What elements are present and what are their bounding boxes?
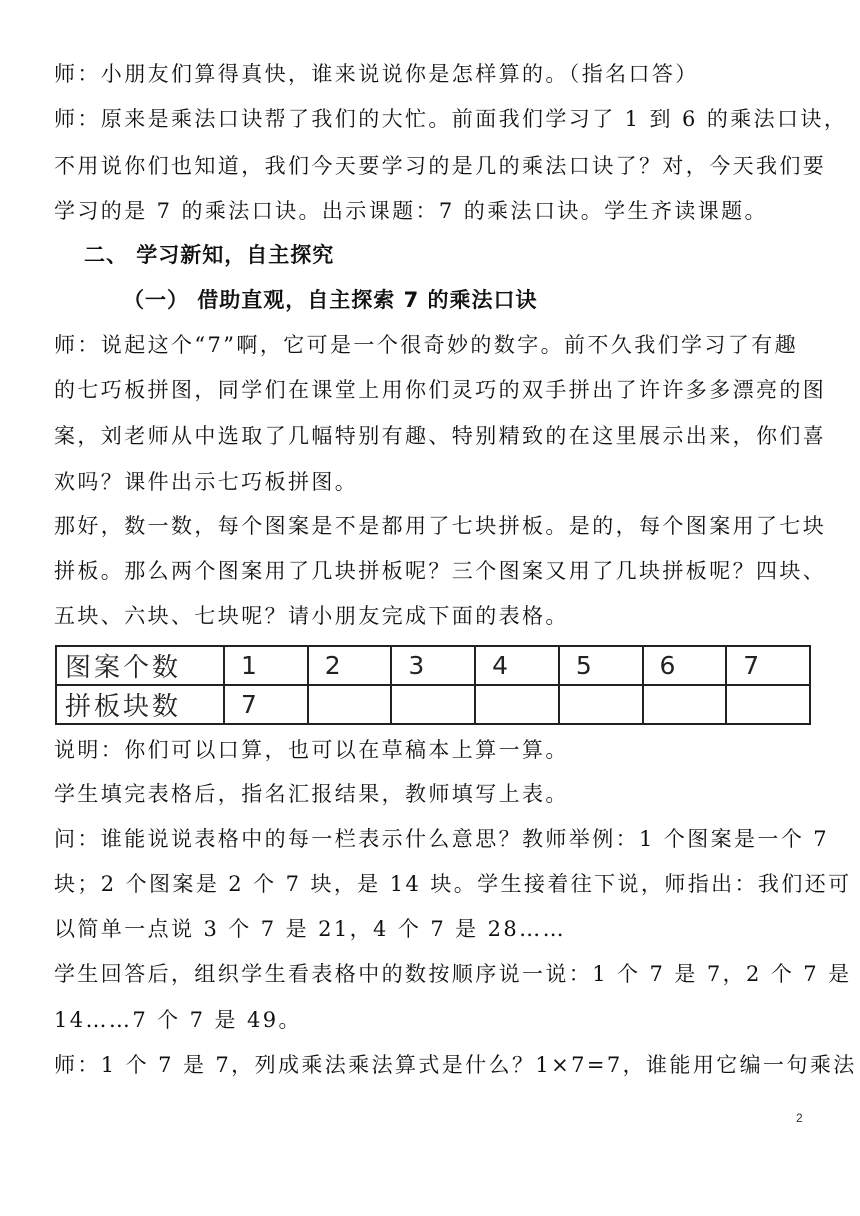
paragraph-line: 五块、六块、七块呢？请小朋友完成下面的表格。 xyxy=(54,604,569,628)
paragraph-line: 师：小朋友们算得真快，谁来说说你是怎样算的。（指名口答） xyxy=(54,62,699,86)
table-cell: 4 xyxy=(475,646,559,685)
paragraph-line: 学习的是 7 的乘法口诀。出示课题：7 的乘法口诀。学生齐读课题。 xyxy=(54,199,768,223)
table-cell xyxy=(475,685,559,724)
paragraph-line: 欢吗？课件出示七巧板拼图。 xyxy=(54,470,359,494)
paragraph-line: 以简单一点说 3 个 7 是 21，4 个 7 是 28…… xyxy=(54,917,566,941)
subsection-heading: （一） 借助直观，自主探索 7 的乘法口诀 xyxy=(123,288,538,312)
table-cell xyxy=(391,685,475,724)
paragraph-line: 学生填完表格后，指名汇报结果，教师填写上表。 xyxy=(54,782,569,806)
table-cell xyxy=(643,685,727,724)
paragraph-line: 说明：你们可以口算，也可以在草稿本上算一算。 xyxy=(54,738,569,762)
table-header-cell: 拼板块数 xyxy=(56,685,224,724)
paragraph-line: 师：1 个 7 是 7，列成乘法乘法算式是什么？1×7=7，谁能用它编一句乘法 xyxy=(54,1053,857,1077)
table-cell: 7 xyxy=(726,646,810,685)
table-cell: 6 xyxy=(643,646,727,685)
paragraph-line: 案，刘老师从中选取了几幅特别有趣、特别精致的在这里展示出来，你们喜 xyxy=(54,424,827,448)
paragraph-line: 不用说你们也知道，我们今天要学习的是几的乘法口诀了？对，今天我们要 xyxy=(54,154,827,178)
paragraph-line: 拼板。那么两个图案用了几块拼板呢？三个图案又用了几块拼板呢？四块、 xyxy=(54,559,827,583)
paragraph-line: 学生回答后，组织学生看表格中的数按顺序说一说：1 个 7 是 7，2 个 7 是 xyxy=(54,962,852,986)
table-cell: 7 xyxy=(224,685,308,724)
paragraph-line: 那好，数一数，每个图案是不是都用了七块拼板。是的，每个图案用了七块 xyxy=(54,514,827,538)
tangram-count-table xyxy=(55,645,811,725)
table-cell: 5 xyxy=(559,646,643,685)
table-cell: 2 xyxy=(308,646,392,685)
paragraph-line: 问：谁能说说表格中的每一栏表示什么意思？教师举例：1 个图案是一个 7 xyxy=(54,827,830,851)
paragraph-line: 14……7 个 7 是 49。 xyxy=(54,1008,302,1032)
table-header-cell: 图案个数 xyxy=(56,646,224,685)
paragraph-line: 块；2 个图案是 2 个 7 块，是 14 块。学生接着往下说，师指出：我们还可 xyxy=(54,872,852,896)
table-cell xyxy=(308,685,392,724)
table-row xyxy=(56,646,810,685)
table-cell xyxy=(726,685,810,724)
section-heading: 二、 学习新知，自主探究 xyxy=(84,243,335,267)
paragraph-line: 师：原来是乘法口诀帮了我们的大忙。前面我们学习了 1 到 6 的乘法口诀， xyxy=(54,107,848,131)
table-cell: 3 xyxy=(391,646,475,685)
table-cell: 1 xyxy=(224,646,308,685)
table-row xyxy=(56,685,810,724)
page-number: 2 xyxy=(796,1111,803,1125)
paragraph-line: 师：说起这个“7”啊，它可是一个很奇妙的数字。前不久我们学习了有趣 xyxy=(54,333,799,357)
table-cell xyxy=(559,685,643,724)
paragraph-line: 的七巧板拼图，同学们在课堂上用你们灵巧的双手拼出了许许多多漂亮的图 xyxy=(54,378,827,402)
